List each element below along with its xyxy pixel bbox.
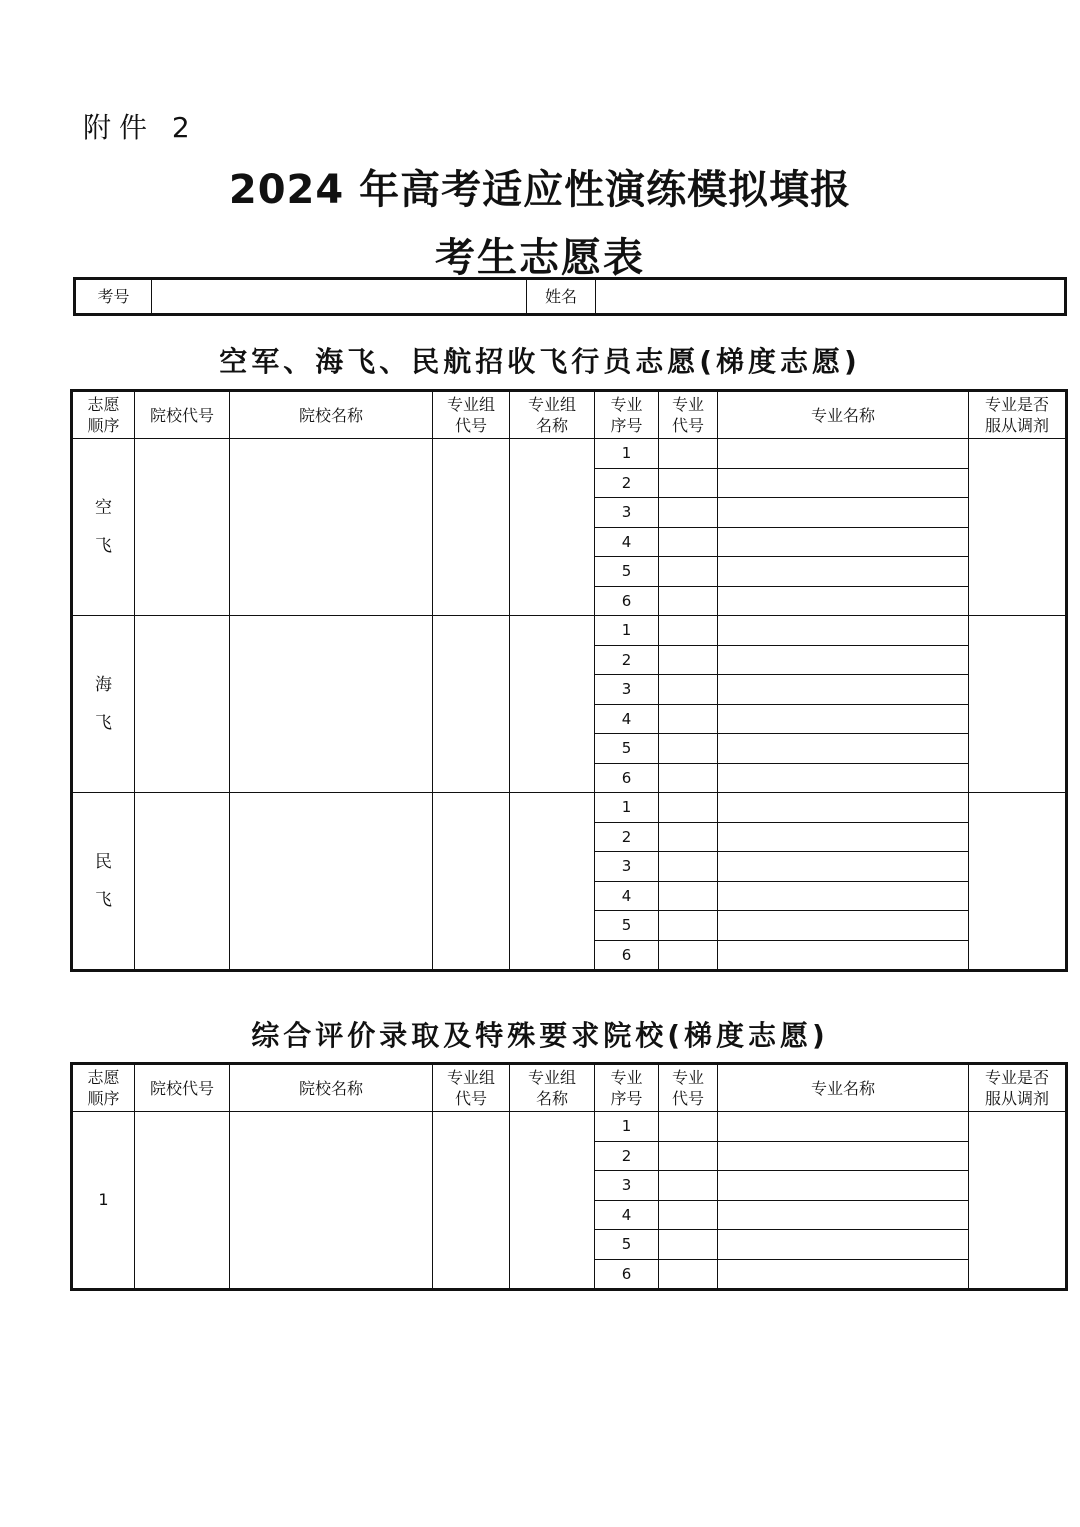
major-name-cell[interactable] [718,1230,969,1260]
exam-no-field[interactable] [152,279,527,315]
header-order-line: 志愿 [87,1068,120,1087]
major-name-cell[interactable] [718,498,969,528]
header-group-name-line: 名称 [535,1089,568,1108]
major-name-cell[interactable] [718,1171,969,1201]
group-name-cell[interactable] [510,439,595,616]
header-order-line: 顺序 [87,416,120,435]
volunteer-order-char: 民 [95,852,112,872]
header-major-name: 专业名称 [718,391,969,439]
major-code-cell[interactable] [659,675,718,705]
name-label: 姓名 [527,279,596,315]
major-code-cell[interactable] [659,1230,718,1260]
school-name-cell[interactable] [230,1112,433,1290]
major-name-cell[interactable] [718,675,969,705]
major-code-cell[interactable] [659,557,718,587]
volunteer-order-cell [72,439,135,616]
major-code-cell[interactable] [659,1112,718,1142]
major-name-cell[interactable] [718,940,969,971]
major-seq-cell: 4 [595,1200,659,1230]
header-major-name: 专业名称 [718,1064,969,1112]
major-code-cell[interactable] [659,498,718,528]
header-major-code [659,391,718,439]
header-group-name [510,391,595,439]
volunteer-order-cell [72,793,135,971]
header-major-seq [595,391,659,439]
major-name-cell[interactable] [718,911,969,941]
group-name-cell[interactable] [510,1112,595,1290]
header-school-code: 院校代号 [135,391,230,439]
major-name-cell[interactable] [718,1259,969,1290]
volunteer-order-char: 空 [95,498,112,518]
major-name-cell[interactable] [718,645,969,675]
major-seq-cell: 1 [595,1112,659,1142]
major-name-cell[interactable] [718,439,969,469]
header-major-seq-line: 序号 [610,416,643,435]
header-major-seq-line: 专业 [610,1068,643,1087]
major-seq-cell: 1 [595,793,659,823]
header-order-line: 顺序 [87,1089,120,1108]
major-seq-cell: 3 [595,498,659,528]
header-school-name: 院校名称 [230,391,433,439]
header-group-name-line: 名称 [535,416,568,435]
major-name-cell[interactable] [718,1112,969,1142]
major-code-cell[interactable] [659,1259,718,1290]
section1-title: 空军、海飞、民航招收飞行员志愿(梯度志愿) [219,345,861,378]
header-adjust-line: 服从调剂 [984,416,1049,435]
header-group-code-line: 代号 [454,416,487,435]
major-code-cell[interactable] [659,763,718,793]
header-order-line: 志愿 [87,395,120,414]
table-row [72,439,1067,469]
candidate-info-table [73,277,1067,316]
major-name-cell[interactable] [718,822,969,852]
header-group-code-line: 专业组 [446,1068,495,1087]
form-subtitle: 考生志愿表 [435,235,645,281]
table-row [72,616,1067,646]
name-field[interactable] [596,279,1066,315]
major-code-cell[interactable] [659,586,718,616]
major-code-cell[interactable] [659,1141,718,1171]
major-code-cell[interactable] [659,911,718,941]
group-code-cell[interactable] [433,793,510,971]
major-code-cell[interactable] [659,704,718,734]
school-name-cell[interactable] [230,439,433,616]
header-major-code-line: 代号 [671,1089,704,1108]
pilot-volunteer-table [70,389,1068,972]
major-name-cell[interactable] [718,616,969,646]
major-name-cell[interactable] [718,586,969,616]
volunteer-order-char: 海 [95,675,112,695]
major-seq-cell: 4 [595,704,659,734]
header-major-code-line: 专业 [671,1068,704,1087]
major-seq-cell: 6 [595,763,659,793]
major-seq-cell: 3 [595,1171,659,1201]
header-major-code-line: 专业 [671,395,704,414]
group-name-cell[interactable] [510,793,595,971]
attachment-label: 附件 2 [83,111,198,144]
major-seq-cell: 3 [595,675,659,705]
volunteer-order-cell: 1 [72,1112,135,1290]
major-seq-cell: 6 [595,586,659,616]
major-seq-cell: 6 [595,1259,659,1290]
major-seq-cell: 2 [595,822,659,852]
volunteer-order-char: 飞 [95,713,112,733]
header-group-code-line: 专业组 [446,395,495,414]
major-code-cell[interactable] [659,1171,718,1201]
major-code-cell[interactable] [659,852,718,882]
major-code-cell[interactable] [659,527,718,557]
school-code-cell[interactable] [135,616,230,793]
major-seq-cell: 5 [595,734,659,764]
major-code-cell[interactable] [659,616,718,646]
adjust-cell[interactable] [969,1112,1067,1290]
major-seq-cell: 5 [595,911,659,941]
adjust-cell[interactable] [969,439,1067,616]
major-name-cell[interactable] [718,557,969,587]
major-code-cell[interactable] [659,822,718,852]
header-order [72,391,135,439]
major-code-cell[interactable] [659,734,718,764]
group-code-cell[interactable] [433,439,510,616]
school-name-cell[interactable] [230,616,433,793]
header-row [72,391,1067,439]
adjust-cell[interactable] [969,616,1067,793]
major-seq-cell: 3 [595,852,659,882]
volunteer-order-char: 飞 [95,890,112,910]
major-name-cell[interactable] [718,793,969,823]
school-code-cell[interactable] [135,793,230,971]
header-school-code: 院校代号 [135,1064,230,1112]
major-code-cell[interactable] [659,1200,718,1230]
header-group-code [433,1064,510,1112]
school-name-cell[interactable] [230,793,433,971]
header-row [72,1064,1067,1112]
header-group-code-line: 代号 [454,1089,487,1108]
header-school-name: 院校名称 [230,1064,433,1112]
major-code-cell[interactable] [659,881,718,911]
header-adjust-line: 专业是否 [984,395,1049,414]
major-name-cell[interactable] [718,881,969,911]
major-code-cell[interactable] [659,793,718,823]
school-code-cell[interactable] [135,439,230,616]
major-seq-cell: 6 [595,940,659,971]
major-seq-cell: 5 [595,1230,659,1260]
header-adjust [969,391,1067,439]
table-row [72,793,1067,823]
major-seq-cell: 4 [595,527,659,557]
major-code-cell[interactable] [659,645,718,675]
major-name-cell[interactable] [718,468,969,498]
exam-no-label: 考号 [75,279,152,315]
major-seq-cell: 1 [595,616,659,646]
adjust-cell[interactable] [969,793,1067,971]
major-name-cell[interactable] [718,852,969,882]
major-seq-cell: 1 [595,439,659,469]
header-group-name-line: 专业组 [527,1068,576,1087]
header-group-name-line: 专业组 [527,395,576,414]
section2-title: 综合评价录取及特殊要求院校(梯度志愿) [251,1019,829,1052]
major-name-cell[interactable] [718,763,969,793]
major-seq-cell: 2 [595,645,659,675]
group-code-cell[interactable] [433,1112,510,1290]
header-order [72,1064,135,1112]
header-major-seq-line: 专业 [610,395,643,414]
major-name-cell[interactable] [718,704,969,734]
major-seq-cell: 5 [595,557,659,587]
header-group-name [510,1064,595,1112]
major-name-cell[interactable] [718,1141,969,1171]
group-code-cell[interactable] [433,616,510,793]
header-major-code-line: 代号 [671,416,704,435]
group-name-cell[interactable] [510,616,595,793]
header-adjust-line: 专业是否 [984,1068,1049,1087]
major-name-cell[interactable] [718,527,969,557]
header-adjust [969,1064,1067,1112]
major-name-cell[interactable] [718,734,969,764]
header-major-seq-line: 序号 [610,1089,643,1108]
header-major-code [659,1064,718,1112]
major-code-cell[interactable] [659,439,718,469]
header-group-code [433,391,510,439]
school-code-cell[interactable] [135,1112,230,1290]
major-name-cell[interactable] [718,1200,969,1230]
major-seq-cell: 2 [595,468,659,498]
header-adjust-line: 服从调剂 [984,1089,1049,1108]
form-title: 2024 年高考适应性演练模拟填报 [228,167,852,213]
volunteer-order-char: 飞 [95,536,112,556]
table-row [72,1112,1067,1142]
major-code-cell[interactable] [659,468,718,498]
comprehensive-volunteer-table [70,1062,1068,1291]
header-major-seq [595,1064,659,1112]
major-code-cell[interactable] [659,940,718,971]
major-seq-cell: 4 [595,881,659,911]
volunteer-order-cell [72,616,135,793]
major-seq-cell: 2 [595,1141,659,1171]
